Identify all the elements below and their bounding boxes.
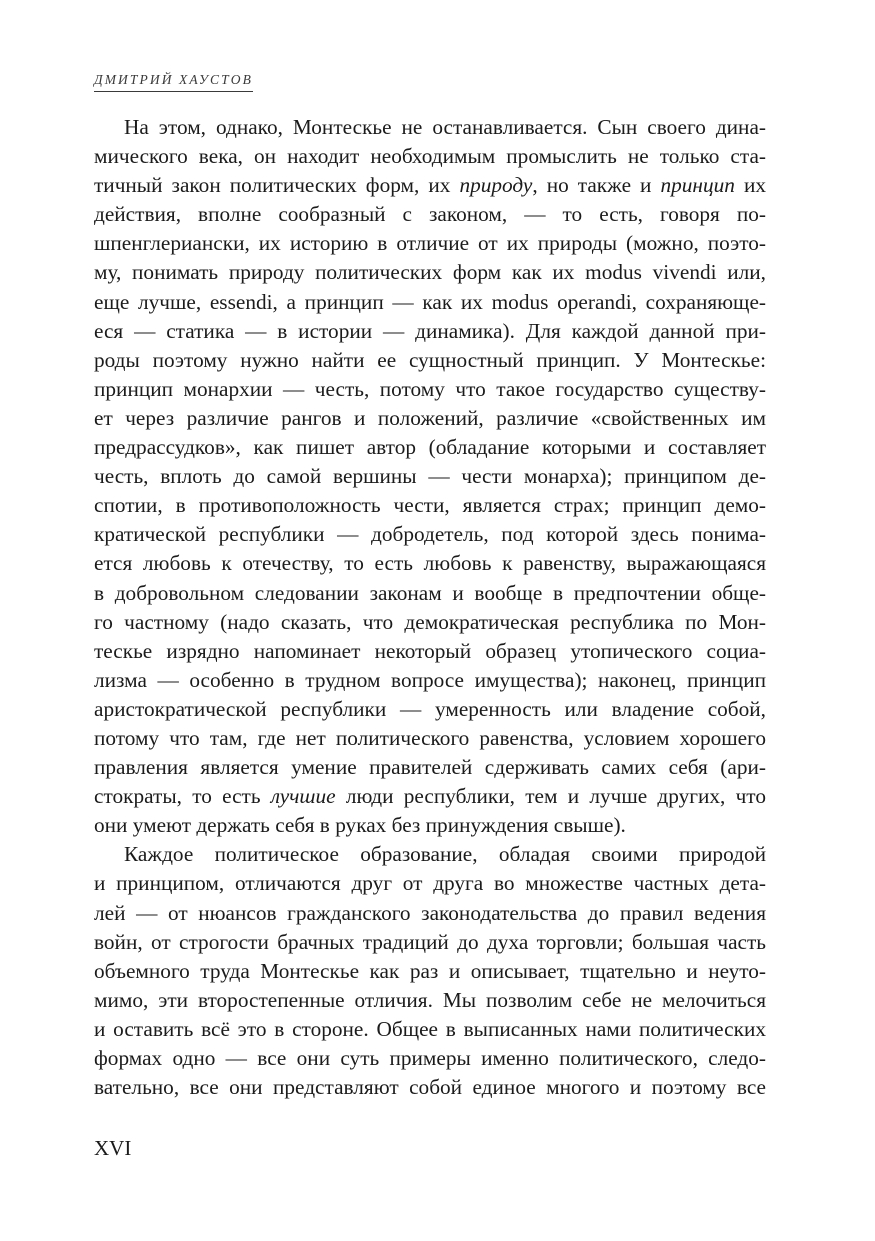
text-line xyxy=(94,173,766,202)
text-line xyxy=(94,784,766,813)
text-line xyxy=(94,115,766,144)
text-line xyxy=(94,493,766,522)
text-line xyxy=(94,697,766,726)
text-run: мимо, эти второстепенные отличия. Мы позволим себе не мелочиться xyxy=(94,987,766,1012)
text-line xyxy=(94,1046,766,1075)
text-line xyxy=(94,813,766,842)
text-run: принцип монархии — честь, потому что такое государство существу- xyxy=(94,376,766,401)
text-line xyxy=(94,871,766,900)
text-run: му, понимать природу политических форм как их modus vivendi или, xyxy=(94,260,766,285)
text-line xyxy=(94,551,766,580)
text-line xyxy=(94,348,766,377)
text-run: и принципом, отличаются друг от друга во множестве частных дета- xyxy=(94,871,766,896)
text-run: предрассудков», как пишет автор (обладание которыми и составляет xyxy=(94,435,766,460)
text-run: правления является умение правителей сдерживать самих себя (ари- xyxy=(94,755,766,780)
italic-term: природу xyxy=(459,173,533,198)
text-run: честь, вплоть до самой вершины — чести монарха); принципом де- xyxy=(94,464,766,489)
text-line xyxy=(94,901,766,930)
text-run: еще лучше, essendi, а принцип — как их modus operandi, сохраняюще- xyxy=(94,289,766,314)
text-run: ет через различие рангов и положений, различие «свойственных им xyxy=(94,405,766,430)
text-line xyxy=(94,231,766,260)
text-line xyxy=(94,1017,766,1046)
text-line xyxy=(94,319,766,348)
text-run: вательно, все они представляют собой единое многого и поэтому все xyxy=(94,1075,766,1100)
text-run: их xyxy=(734,173,766,198)
page-number: XVI xyxy=(94,1136,132,1160)
text-line xyxy=(94,726,766,755)
text-run: кратической республики — добродетель, под которой здесь понима- xyxy=(94,522,766,547)
text-line xyxy=(94,610,766,639)
text-run: в добровольном следовании законам и вообще в предпочтении обще- xyxy=(94,580,766,605)
text-run: го частному (надо сказать, что демократическая республика по Мон- xyxy=(94,609,766,634)
text-line xyxy=(94,377,766,406)
text-line xyxy=(94,406,766,435)
running-head: ДМИТРИЙ ХАУСТОВ xyxy=(94,72,253,92)
text-run: войн, от строгости брачных традиций до духа торговли; большая часть xyxy=(94,929,766,954)
text-run: ется любовь к отечеству, то есть любовь к равенству, выражающаяся xyxy=(94,551,766,576)
text-run: объемного труда Монтескье как раз и описывает, тщательно и неуто- xyxy=(94,958,766,983)
text-line xyxy=(94,522,766,551)
text-line xyxy=(94,842,766,871)
text-run: действия, вполне сообразный с законом, — то есть, говоря по- xyxy=(94,202,766,227)
text-run: лизма — особенно в трудном вопросе имущества); наконец, принцип xyxy=(94,667,766,692)
text-run: , но также и xyxy=(532,173,661,198)
text-line xyxy=(94,581,766,610)
text-line xyxy=(94,930,766,959)
italic-term: лучшие xyxy=(270,784,336,809)
text-run: тескье изрядно напоминает некоторый образец утопического социа- xyxy=(94,638,766,663)
text-run: аристократической республики — умеренность или владение собой, xyxy=(94,696,766,721)
text-run: они умеют держать себя в руках без принуждения свыше). xyxy=(94,813,626,838)
text-line xyxy=(94,464,766,493)
text-line xyxy=(94,290,766,319)
text-run: мического века, он находит необходимым промыслить не только ста- xyxy=(94,144,766,169)
text-line xyxy=(94,144,766,173)
text-run: потому что там, где нет политического равенства, условием хорошего xyxy=(94,725,766,750)
text-run: спотии, в противоположность чести, является страх; принцип демо- xyxy=(94,493,766,518)
italic-term: принцип xyxy=(660,173,735,198)
text-line xyxy=(94,202,766,231)
text-line xyxy=(94,755,766,784)
text-run: люди республики, тем и лучше других, что xyxy=(335,784,766,809)
text-run: лей — от нюансов гражданского законодательства до правил ведения xyxy=(94,900,766,925)
text-run: формах одно — все они суть примеры именно политического, следо- xyxy=(94,1046,766,1070)
text-line xyxy=(94,1075,766,1104)
text-line xyxy=(94,668,766,697)
text-run: роды поэтому нужно найти ее сущностный принцип. У Монтескье: xyxy=(94,347,766,372)
text-run: Каждое политическое образование, обладая своими природой xyxy=(124,842,766,867)
text-line xyxy=(94,260,766,289)
text-run: еся — статика — в истории — динамика). Для каждой данной при- xyxy=(94,318,766,343)
text-run: стократы, то есть xyxy=(94,784,271,809)
text-line xyxy=(94,959,766,988)
text-line xyxy=(94,639,766,668)
text-run: шпенглериански, их историю в отличие от их природы (можно, поэто- xyxy=(94,231,766,256)
text-line xyxy=(94,988,766,1017)
text-line xyxy=(94,435,766,464)
text-run: тичный закон политических форм, их xyxy=(94,173,460,198)
text-run: и оставить всё это в стороне. Общее в выписанных нами политических xyxy=(94,1016,766,1041)
body-text xyxy=(94,115,766,1104)
text-run: На этом, однако, Монтескье не останавливается. Сын своего дина- xyxy=(124,115,766,139)
